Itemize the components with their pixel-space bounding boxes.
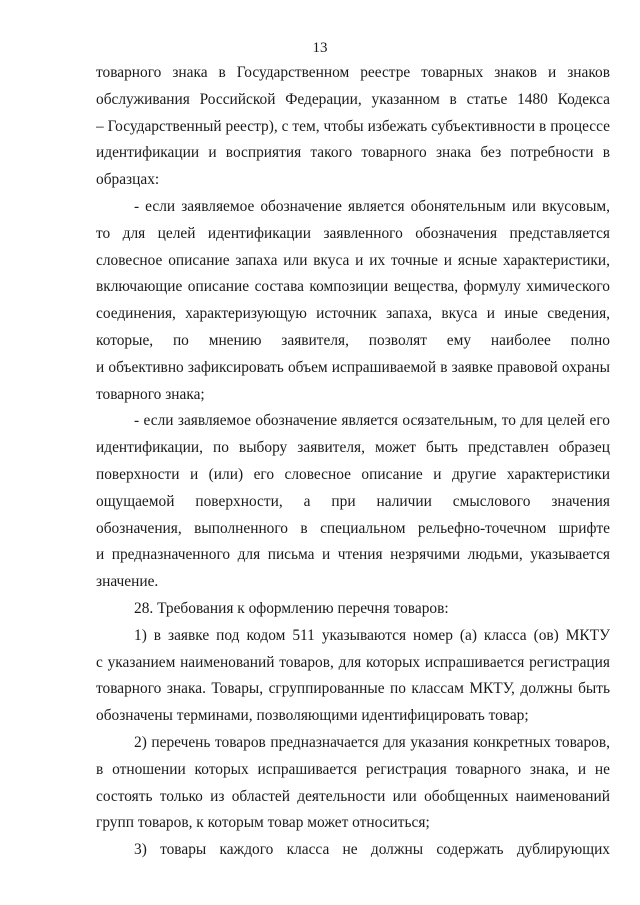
- document-body: [96, 60, 610, 864]
- text-line: в отношении которых испрашивается регистрация товарного знака, и не: [96, 760, 610, 778]
- text-line: товарного знака. Товары, сгруппированные по классам МКТУ, должны быть: [96, 680, 610, 698]
- text-line: обозначены терминами, позволяющими идентифицировать товар;: [96, 707, 529, 725]
- page-number: 13: [312, 40, 328, 56]
- text-line: товарного знака;: [96, 385, 205, 403]
- text-line: идентификации и восприятия такого товарного знака без потребности в: [96, 144, 610, 162]
- text-line: - если заявляемое обозначение является осязательным, то для целей его: [134, 412, 610, 430]
- text-line: образцах:: [96, 171, 160, 189]
- text-line: – Государственный реестр), с тем, чтобы избежать субъективности в процессе: [96, 117, 610, 135]
- text-line: товарного знака в Государственном реестре товарных знаков и знаков: [96, 64, 610, 81]
- text-line: ощущаемой поверхности, а при наличии смыслового значения: [96, 492, 610, 510]
- text-line: значение.: [96, 573, 159, 591]
- text-line: 2) перечень товаров предназначается для указания конкретных товаров,: [134, 733, 610, 751]
- text-line: которые, по мнению заявителя, позволят ему наиболее полно: [96, 331, 610, 349]
- text-line: и объективно зафиксировать объем испрашиваемой в заявке правовой охраны: [96, 358, 610, 376]
- text-line: - если заявляемое обозначение является обонятельным или вкусовым,: [134, 197, 610, 215]
- text-line: поверхности и (или) его словесное описание и другие характеристики: [96, 465, 610, 483]
- text-line: с указанием наименований товаров, для которых испрашивается регистрация: [96, 653, 610, 671]
- text-line: обозначения, выполненного в специальном рельефно-точечном шрифте: [96, 519, 610, 537]
- text-line: идентификации, по выбору заявителя, может быть представлен образец: [96, 439, 610, 457]
- text-line: обслуживания Российской Федерации, указанном в статье 1480 Кодекса: [96, 90, 610, 108]
- text-line: включающие описание состава композиции вещества, формулу химического: [96, 278, 610, 296]
- text-line: соединения, характеризующую источник запаха, вкуса и иные сведения,: [96, 305, 610, 323]
- text-line: групп товаров, к которым товар может относиться;: [96, 814, 430, 832]
- text-line: 28. Требования к оформлению перечня товаров:: [134, 599, 449, 617]
- text-line: состоять только из областей деятельности или обобщенных наименований: [96, 787, 610, 805]
- text-line: 3) товары каждого класса не должны содержать дублирующих: [134, 841, 610, 859]
- text-line: то для целей идентификации заявленного обозначения представляется: [96, 224, 610, 242]
- text-line: 1) в заявке под кодом 511 указываются номер (а) класса (ов) МКТУ: [134, 626, 610, 644]
- text-line: и предназначенного для письма и чтения незрячими людьми, указывается: [96, 546, 610, 564]
- text-line: словесное описание запаха или вкуса и их точные и ясные характеристики,: [96, 251, 610, 269]
